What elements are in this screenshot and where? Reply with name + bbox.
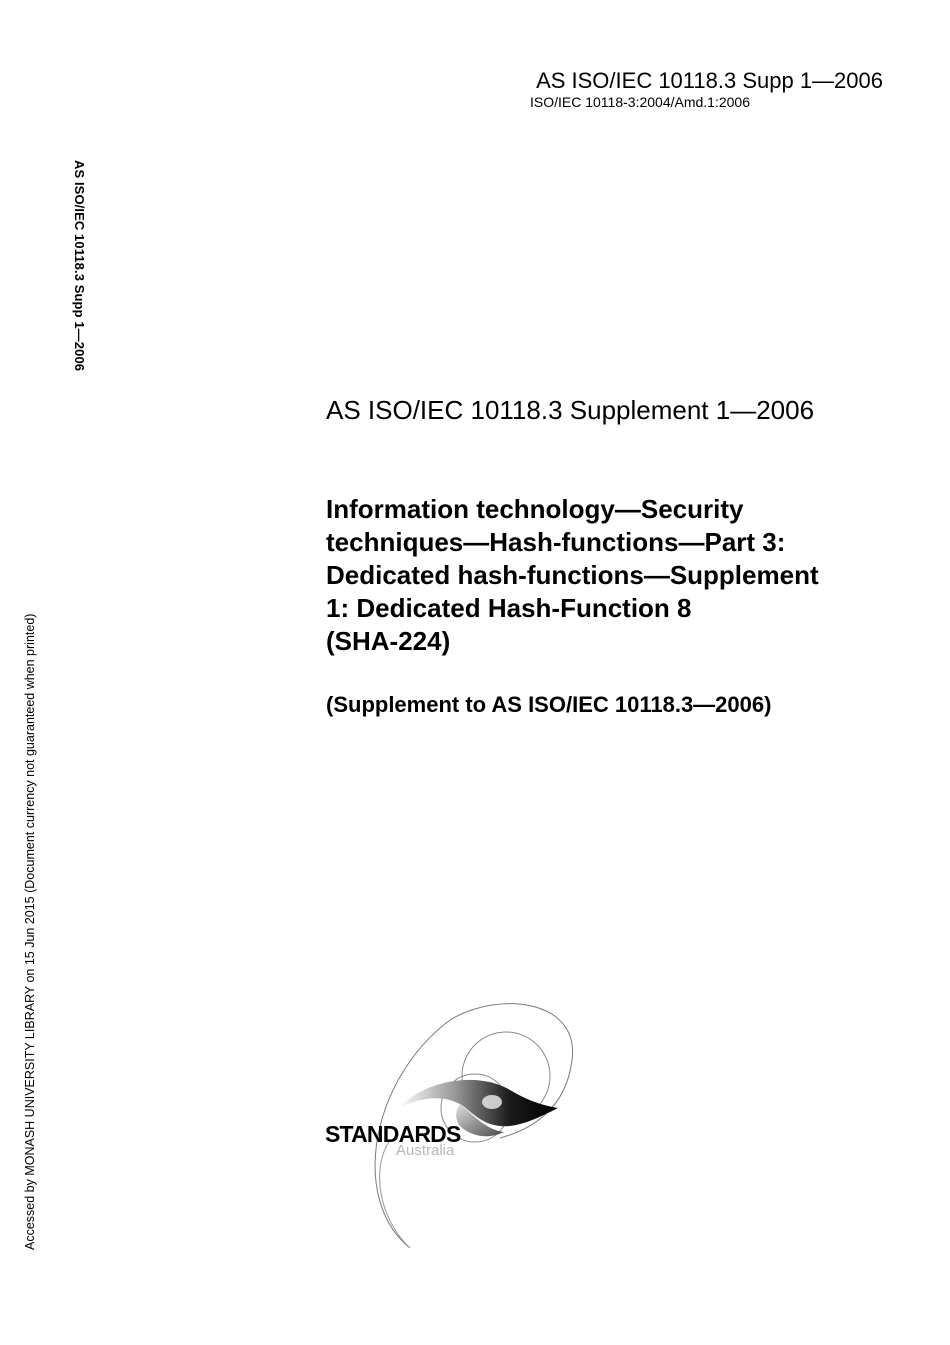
logo-wordmark-australia: Australia (396, 1142, 455, 1159)
access-note: Accessed by MONASH UNIVERSITY LIBRARY on 15 Jun 2015 (Document currency not guaranteed when printed) (23, 613, 37, 1250)
document-designation-title: AS ISO/IEC 10118.3 Supplement 1—2006 (326, 395, 815, 425)
title-line: (SHA-224) (326, 626, 451, 656)
title-line: 1: Dedicated Hash-Function 8 (326, 593, 692, 623)
logo-wordmark-standards: STANDARDS (325, 1121, 461, 1147)
logo-swoosh (398, 1080, 558, 1126)
supplement-note: (Supplement to AS ISO/IEC 10118.3—2006) (326, 692, 772, 717)
title-line: Dedicated hash-functions—Supplement (326, 560, 819, 590)
standards-australia-logo (310, 990, 590, 1260)
logo-swoosh-highlight (482, 1095, 502, 1109)
title-line: techniques—Hash-functions—Part 3: (326, 527, 786, 557)
title-line: Information technology—Security (326, 494, 744, 524)
document-title (326, 493, 819, 658)
spine-designation: AS ISO/IEC 10118.3 Supp 1—2006 (72, 160, 87, 372)
header-iso-reference: ISO/IEC 10118-3:2004/Amd.1:2006 (530, 94, 750, 110)
header-designation: AS ISO/IEC 10118.3 Supp 1—2006 (536, 68, 883, 93)
